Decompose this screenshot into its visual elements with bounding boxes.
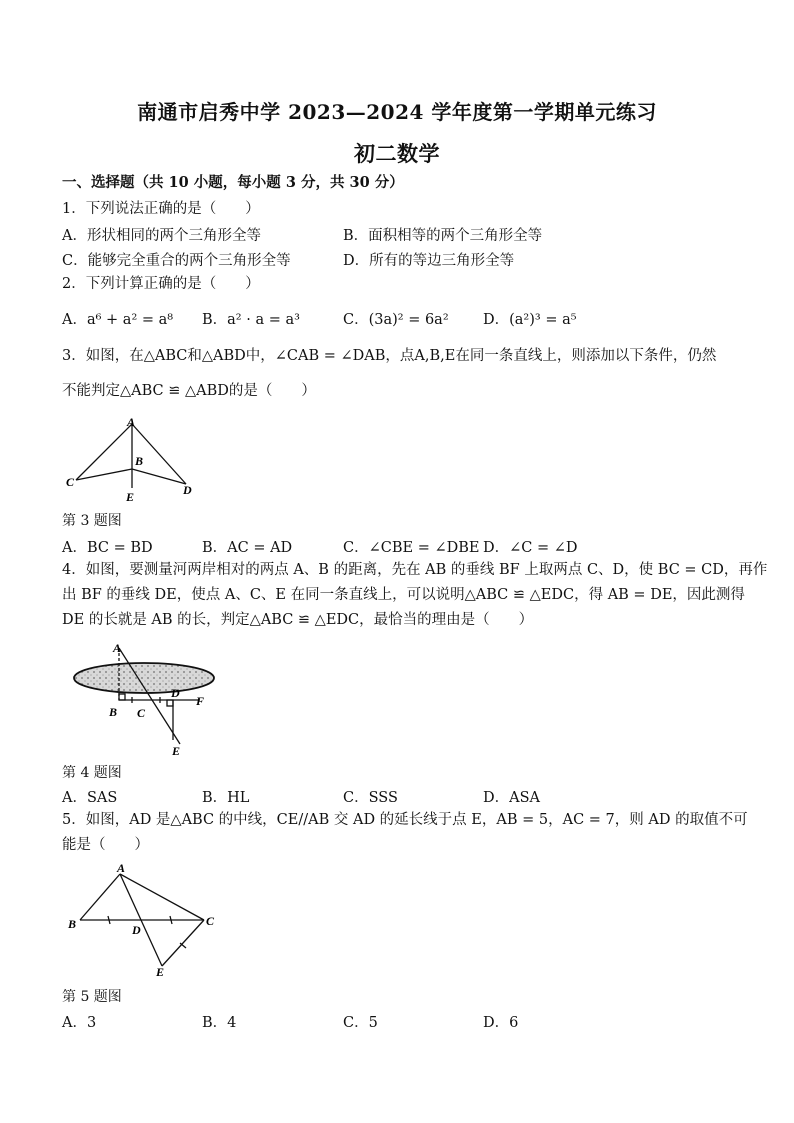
- question-1-stem: 1．下列说法正确的是（ ）: [62, 201, 260, 217]
- right-angle-mark-b: [119, 694, 125, 700]
- question-4-stem-line1: 4．如图，要测量河两岸相对的两点 A、B 的距离，先在 AB 的垂线 BF 上取两点 C、D，使 BC = CD，再作: [62, 562, 768, 578]
- question-5-figure: [62, 862, 222, 980]
- question-4-option-d: D．ASA: [483, 790, 541, 806]
- question-3-figure: [62, 414, 202, 506]
- point-label-a: A: [127, 415, 136, 429]
- point-label-e: E: [172, 744, 181, 758]
- point-label-d: D: [183, 483, 192, 497]
- question-2-option-d: D．(a²)³ = a⁵: [483, 312, 577, 328]
- point-label-b: B: [68, 917, 77, 931]
- question-3-option-b: B．AC = AD: [202, 540, 293, 556]
- question-5-option-d: D．6: [483, 1015, 519, 1031]
- question-5-option-c: C．5: [343, 1015, 378, 1031]
- question-1-option-c: C．能够完全重合的两个三角形全等: [62, 253, 291, 269]
- question-2-stem: 2．下列计算正确的是（ ）: [62, 276, 260, 292]
- question-5-option-b: B．4: [202, 1015, 237, 1031]
- point-label-c: C: [137, 706, 146, 720]
- question-1-option-b: B．面积相等的两个三角形全等: [343, 228, 543, 244]
- question-3-stem-line1: 3．如图，在△ABC和△ABD中，∠CAB = ∠DAB，点A,B,E在同一条直线上，则添加以下条件，仍然: [62, 348, 717, 364]
- question-4-option-c: C．SSS: [343, 790, 398, 806]
- segment-ab: [80, 874, 120, 920]
- segment-ac: [120, 874, 204, 920]
- question-4-option-a: A．SAS: [62, 790, 118, 806]
- section-heading: 一、选择题（共 10 小题，每小题 3 分，共 30 分）: [62, 174, 404, 191]
- point-label-d: D: [171, 686, 180, 700]
- segment-cb: [76, 469, 132, 480]
- point-label-e: E: [156, 965, 165, 979]
- question-2-option-a: A．a⁶ + a² = a⁸: [62, 312, 174, 328]
- right-angle-mark-d: [167, 700, 173, 706]
- point-label-d: D: [132, 923, 141, 937]
- page-title: 南通市启秀中学 2023—2024 学年度第一学期单元练习: [137, 100, 657, 124]
- segment-ce: [162, 920, 204, 966]
- question-3-option-d: D．∠C = ∠D: [483, 540, 578, 556]
- point-label-e: E: [126, 490, 135, 504]
- question-4-option-b: B．HL: [202, 790, 250, 806]
- segment-ac: [76, 424, 132, 480]
- point-label-b: B: [135, 454, 144, 468]
- question-4-stem-line2: 出 BF 的垂线 DE，使点 A、C、E 在同一条直线上，可以说明△ABC ≌ △EDC，得 AB = DE，因此测得: [62, 587, 745, 603]
- question-1-option-d: D．所有的等边三角形全等: [343, 253, 515, 269]
- page-subtitle: 初二数学: [354, 141, 440, 166]
- segment-bd: [132, 469, 186, 484]
- question-4-figure: [62, 640, 222, 760]
- question-5-option-a: A．3: [62, 1015, 97, 1031]
- point-label-a: A: [117, 862, 126, 875]
- question-3-option-a: A．BC = BD: [62, 540, 153, 556]
- point-label-c: C: [66, 475, 75, 489]
- question-4-caption: 第 4 题图: [62, 765, 122, 781]
- point-label-f: F: [196, 694, 205, 708]
- question-3-caption: 第 3 题图: [62, 513, 122, 529]
- point-label-b: B: [109, 705, 118, 719]
- question-3-stem-line2: 不能判定△ABC ≌ △ABD的是（ ）: [62, 383, 316, 399]
- question-3-option-c: C．∠CBE = ∠DBE: [343, 540, 480, 556]
- point-label-c: C: [206, 914, 215, 928]
- question-2-option-c: C．(3a)² = 6a²: [343, 312, 449, 328]
- question-1-option-a: A．形状相同的两个三角形全等: [62, 228, 261, 244]
- point-label-a: A: [113, 641, 122, 655]
- question-5-caption: 第 5 题图: [62, 989, 122, 1005]
- question-5-stem-line1: 5．如图，AD 是△ABC 的中线，CE//AB 交 AD 的延长线于点 E，AB = 5，AC = 7，则 AD 的取值不可: [62, 812, 748, 828]
- question-2-option-b: B．a² · a = a³: [202, 312, 300, 328]
- question-5-stem-line2: 能是（ ）: [62, 837, 149, 853]
- question-4-stem-line3: DE 的长就是 AB 的长，判定△ABC ≌ △EDC，最恰当的理由是（ ）: [62, 612, 534, 628]
